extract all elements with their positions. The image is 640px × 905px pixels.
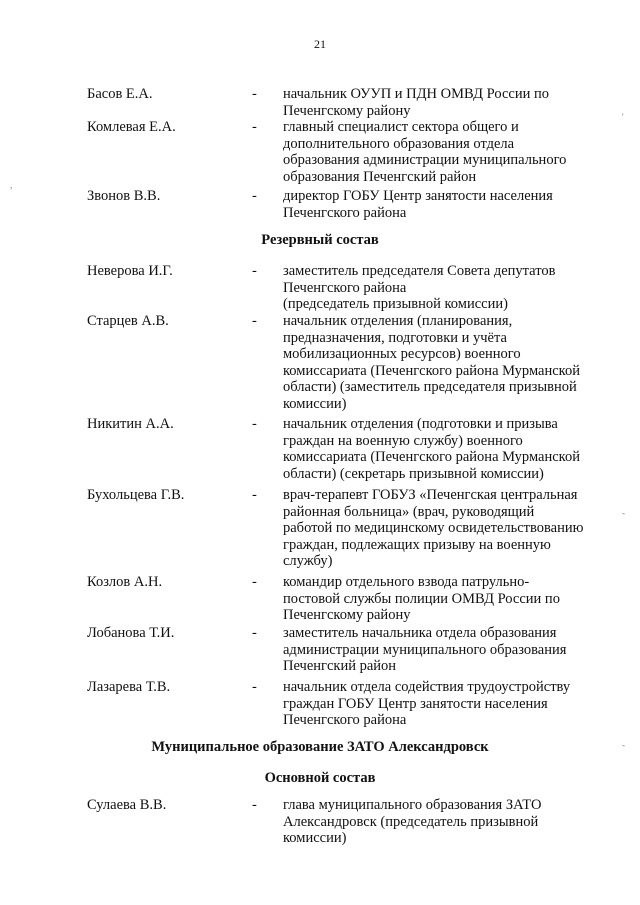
heading-reserve-composition: Резервный состав bbox=[261, 232, 379, 248]
member-name: Звонов В.В. bbox=[87, 188, 161, 204]
position-line: начальник отделения (планирования, bbox=[283, 313, 513, 329]
separator-dash: - bbox=[252, 574, 257, 590]
position-line: области) (заместитель председателя призывной bbox=[283, 379, 577, 396]
position-line: начальник отделения (подготовки и призыва bbox=[283, 416, 558, 432]
position-line: Александровск (председатель призывной bbox=[283, 813, 539, 830]
position-line: Печенгского района bbox=[283, 204, 407, 221]
position-line: командир отдельного взвода патрульно- bbox=[283, 574, 530, 590]
position-line: граждан на военную службу) военного bbox=[283, 432, 523, 449]
member-name: Лобанова Т.И. bbox=[87, 625, 175, 641]
member-position bbox=[283, 625, 603, 675]
position-line: постовой службы полиции ОМВД России по bbox=[283, 590, 560, 607]
member-name: Сулаева В.В. bbox=[87, 797, 167, 813]
position-line: Печенгского района bbox=[283, 712, 407, 729]
position-line: дополнительного образования отдела bbox=[283, 135, 515, 152]
member-position bbox=[283, 188, 603, 221]
member-name: Лазарева Т.В. bbox=[87, 679, 171, 695]
heading-municipality: Муниципальное образование ЗАТО Александровск bbox=[151, 739, 489, 755]
separator-dash: - bbox=[252, 119, 257, 135]
position-line: начальник ОУУП и ПДН ОМВД России по bbox=[283, 86, 549, 102]
member-position bbox=[283, 679, 603, 729]
member-name: Басов Е.А. bbox=[87, 86, 153, 102]
position-line: врач-терапевт ГОБУЗ «Печенгская центральная bbox=[283, 487, 578, 503]
member-name: Козлов А.Н. bbox=[87, 574, 163, 590]
position-line: области) (секретарь призывной комиссии) bbox=[283, 465, 544, 482]
position-line: граждан ГОБУ Центр занятости населения bbox=[283, 695, 548, 712]
position-line: глава муниципального образования ЗАТО bbox=[283, 797, 542, 813]
separator-dash: - bbox=[252, 313, 257, 329]
heading-main-composition: Основной состав bbox=[264, 770, 376, 786]
member-position bbox=[283, 119, 603, 185]
position-line: заместитель председателя Совета депутатов bbox=[283, 263, 556, 279]
position-line: Печенгскому району bbox=[283, 102, 411, 119]
member-position bbox=[283, 574, 603, 624]
member-position bbox=[283, 86, 603, 119]
scan-artifact: , bbox=[10, 180, 13, 190]
member-position bbox=[283, 416, 603, 482]
position-line: начальник отдела содействия трудоустройству bbox=[283, 679, 571, 695]
position-line: Печенгскому району bbox=[283, 607, 411, 624]
position-line: главный специалист сектора общего и bbox=[283, 119, 519, 135]
separator-dash: - bbox=[252, 263, 257, 279]
separator-dash: - bbox=[252, 625, 257, 641]
position-line: директор ГОБУ Центр занятости населения bbox=[283, 188, 553, 204]
member-position bbox=[283, 313, 603, 413]
separator-dash: - bbox=[252, 86, 257, 102]
position-line: комиссариата (Печенгского района Мурманской bbox=[283, 362, 580, 379]
member-name: Старцев А.В. bbox=[87, 313, 169, 329]
position-line: работой по медицинскому освидетельствованию bbox=[283, 520, 584, 537]
position-line: мобилизационных ресурсов) военного bbox=[283, 346, 521, 363]
member-name: Неверова И.Г. bbox=[87, 263, 173, 279]
position-line: комиссии) bbox=[283, 830, 347, 847]
position-line: заместитель начальника отдела образования bbox=[283, 625, 557, 641]
separator-dash: - bbox=[252, 487, 257, 503]
position-line: администрации муниципального образования bbox=[283, 641, 567, 658]
position-line: предназначения, подготовки и учёта bbox=[283, 329, 507, 346]
position-line: комиссии) bbox=[283, 395, 347, 412]
separator-dash: - bbox=[252, 416, 257, 432]
separator-dash: - bbox=[252, 679, 257, 695]
position-line: Печенгский район bbox=[283, 658, 397, 675]
page-number: 21 bbox=[314, 37, 326, 51]
position-line: образования Печенгский район bbox=[283, 168, 477, 185]
member-position bbox=[283, 263, 603, 313]
position-line: комиссариата (Печенгского района Мурманской bbox=[283, 449, 580, 466]
scan-artifact: ' bbox=[622, 112, 624, 122]
position-line: районная больница» (врач, руководящий bbox=[283, 503, 535, 520]
member-name: Никитин А.А. bbox=[87, 416, 174, 432]
position-line: Печенгского района bbox=[283, 279, 407, 296]
position-line: образования администрации муниципального bbox=[283, 152, 567, 169]
member-name: Комлевая Е.А. bbox=[87, 119, 176, 135]
member-name: Бухольцева Г.В. bbox=[87, 487, 185, 503]
scan-artifact: - bbox=[622, 740, 625, 750]
position-line: (председатель призывной комиссии) bbox=[283, 296, 508, 313]
scan-artifact: - bbox=[622, 508, 625, 518]
member-position bbox=[283, 797, 603, 847]
separator-dash: - bbox=[252, 797, 257, 813]
member-position bbox=[283, 487, 603, 570]
position-line: службу) bbox=[283, 553, 333, 570]
separator-dash: - bbox=[252, 188, 257, 204]
position-line: граждан, подлежащих призыву на военную bbox=[283, 536, 551, 553]
